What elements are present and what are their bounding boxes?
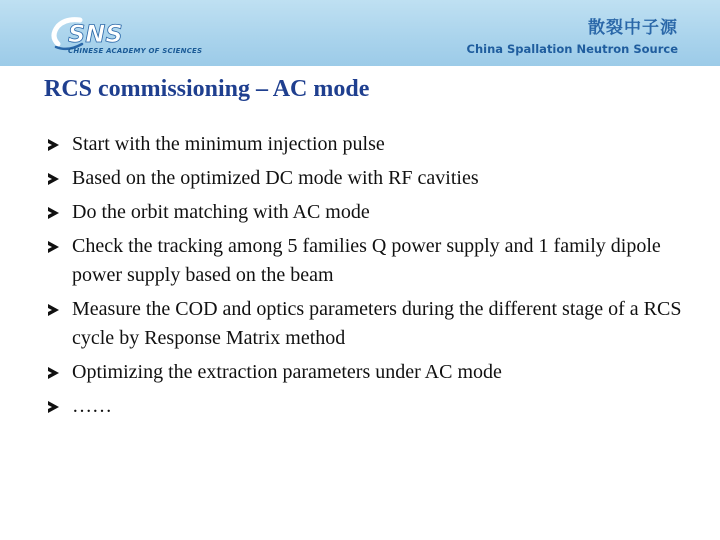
arrowhead-bullet-icon: [48, 173, 59, 185]
list-item: [48, 295, 688, 353]
bullet-text: Start with the minimum injection pulse: [72, 133, 385, 155]
header-banner: [0, 0, 720, 66]
logo-subtext: CHINESE ACADEMY OF SCIENCES: [68, 47, 203, 55]
bullet-text: Check the tracking among 5 families Q power supply and 1 family dipole power supply based on the beam: [72, 235, 661, 286]
bullet-text: Based on the optimized DC mode with RF cavities: [72, 167, 479, 189]
bullet-text: Optimizing the extraction parameters under AC mode: [72, 361, 502, 383]
brand-block: [467, 18, 679, 57]
bullet-text: Measure the COD and optics parameters during the different stage of a RCS cycle by Response Matrix method: [72, 298, 682, 349]
brand-english-name: China Spallation Neutron Source: [466, 42, 678, 56]
slide-title: RCS commissioning – AC mode: [44, 76, 370, 102]
list-item: [48, 232, 688, 290]
arrowhead-bullet-icon: [48, 304, 59, 316]
brand-chinese-name: 散裂中子源: [588, 18, 678, 38]
arrowhead-bullet-icon: [48, 241, 59, 253]
arrowhead-bullet-icon: [48, 207, 59, 219]
bullet-text: ……: [72, 395, 112, 417]
arrowhead-bullet-icon: [48, 401, 59, 413]
arrowhead-bullet-icon: [48, 139, 59, 151]
list-item: [48, 198, 688, 227]
list-item: [48, 392, 688, 421]
list-item: [48, 358, 688, 387]
list-item: [48, 164, 688, 193]
logo-text: SNS: [68, 20, 123, 48]
arrowhead-bullet-icon: [48, 367, 59, 379]
bullet-list: [48, 130, 688, 426]
sns-logo: [46, 14, 206, 58]
bullet-text: Do the orbit matching with AC mode: [72, 201, 370, 223]
list-item: [48, 130, 688, 159]
